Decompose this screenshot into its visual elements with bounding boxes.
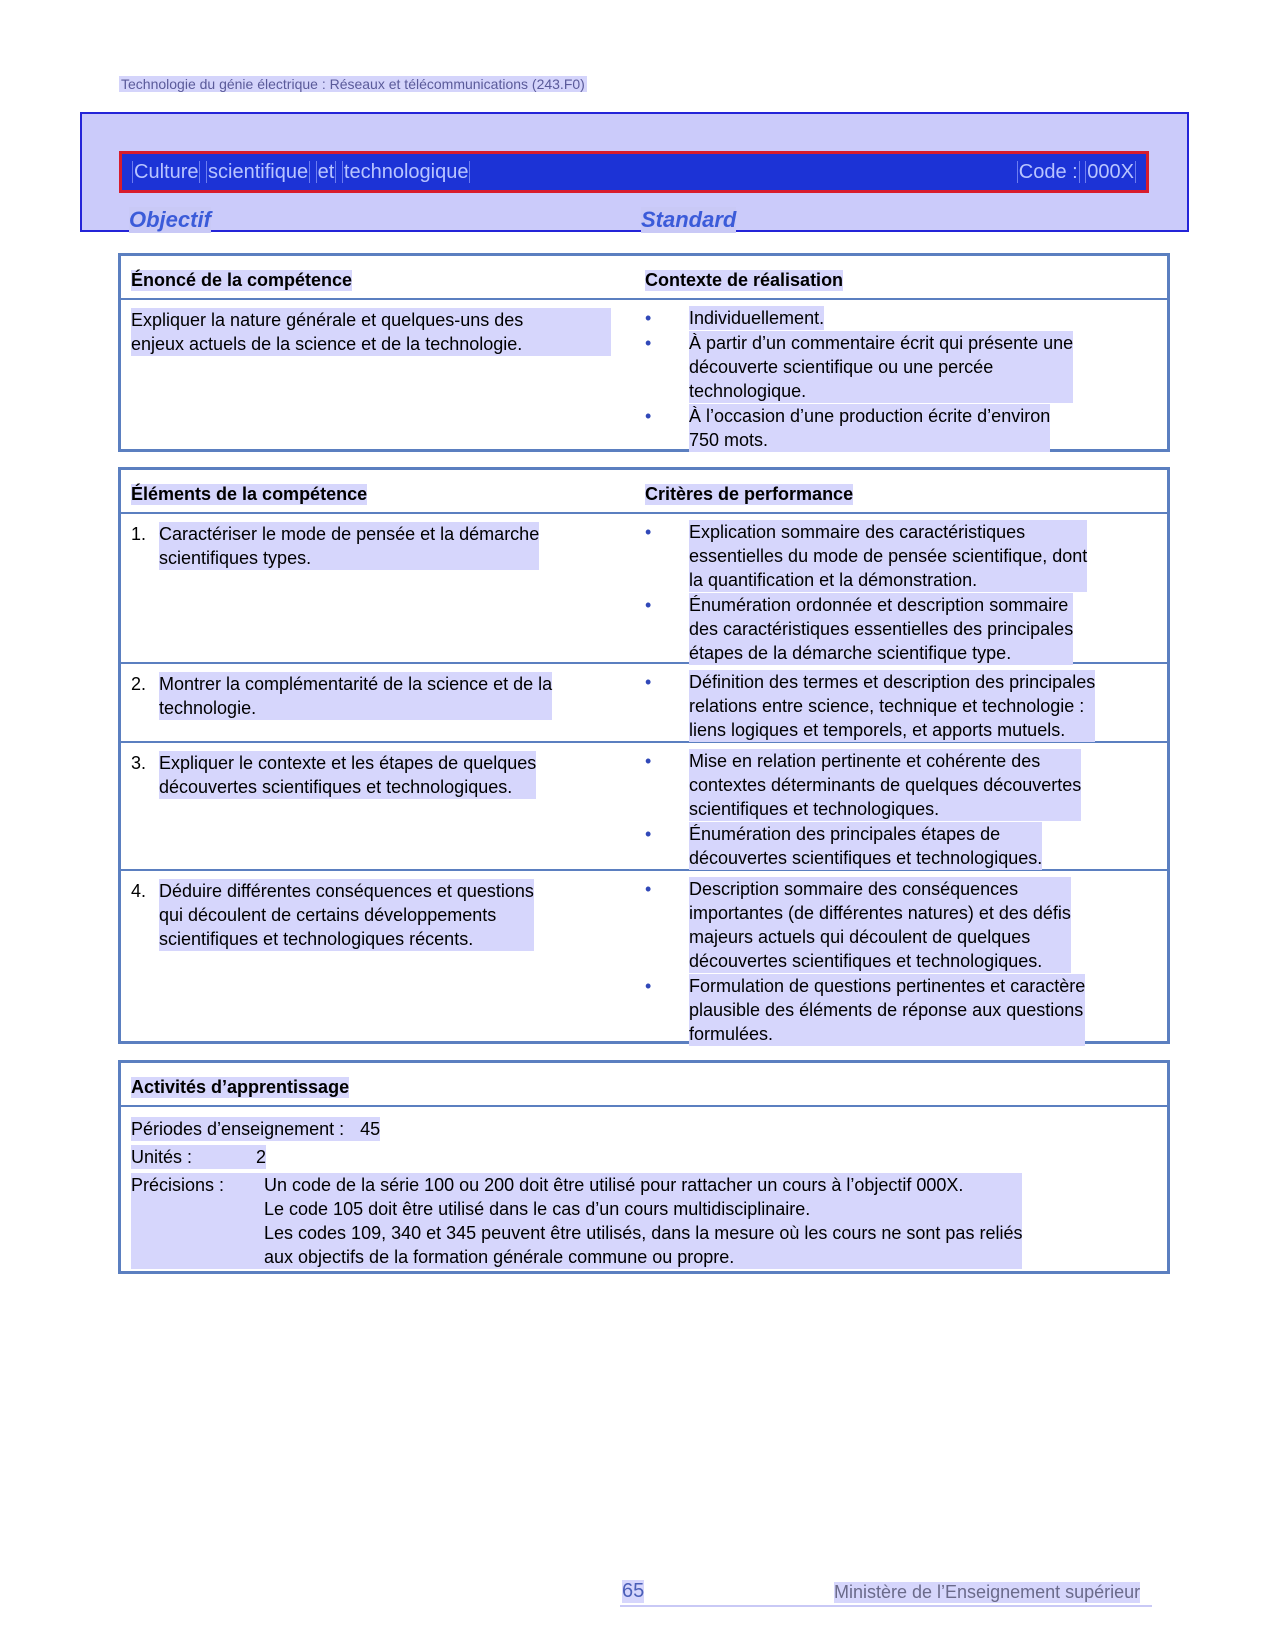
activities-body: [121, 1107, 1167, 1273]
element-row-1: [121, 514, 1167, 664]
activities-box: [118, 1060, 1170, 1274]
standard-heading: Standard: [641, 207, 737, 232]
objective-title-bar: [119, 151, 1149, 193]
criterion-line: Description sommaire des conséquences: [689, 877, 1071, 901]
element-line: Montrer la complémentarité de la science et de la: [159, 674, 553, 694]
element-text: [131, 522, 611, 570]
criteria-heading: Critères de performance: [645, 484, 854, 504]
criterion-item: [645, 670, 1165, 742]
criteria-list: [645, 749, 1165, 871]
criteria-list: [645, 670, 1165, 743]
element-number: 4.: [131, 881, 147, 901]
criterion-line: formulées.: [689, 1022, 1085, 1046]
competence-box: [118, 253, 1170, 452]
element-row-3: [121, 743, 1167, 871]
element-line: Caractériser le mode de pensée et la démarche: [159, 524, 540, 544]
criterion-line: scientifiques et technologiques.: [689, 797, 1081, 821]
criterion-item: [645, 749, 1165, 821]
context-heading: Contexte de réalisation: [645, 270, 844, 290]
elements-box: [118, 467, 1170, 1044]
title-word: scientifique: [208, 160, 309, 183]
criterion-line: Énumération des principales étapes de: [689, 822, 1042, 846]
bullet: •: [645, 595, 652, 615]
context-item: [645, 404, 1165, 452]
criterion-line: étapes de la démarche scientifique type.: [689, 641, 1073, 665]
context-list: [645, 306, 1165, 453]
code-value: 000X: [1087, 160, 1134, 183]
bullet: •: [645, 672, 652, 692]
criterion-line: relations entre science, technique et technologie :: [689, 694, 1095, 718]
objective-title: [132, 161, 470, 184]
criterion-line: essentielles du mode de pensée scientifique, dont: [689, 546, 1088, 566]
precision-line: Les codes 109, 340 et 345 peuvent être utilisés, dans la mesure où les cours ne sont pas reliés: [264, 1223, 1023, 1243]
criterion-item: [645, 520, 1165, 592]
context-line: À partir d’un commentaire écrit qui présente une: [689, 333, 1074, 353]
objective-code: [1017, 161, 1136, 184]
context-line: découverte scientifique ou une percée: [689, 355, 1073, 379]
criterion-line: importantes (de différentes natures) et des défis: [689, 903, 1071, 923]
ministry-name: Ministère de l’Enseignement supérieur: [834, 1582, 1141, 1602]
bullet: •: [645, 522, 652, 542]
precisions-label: Précisions :: [131, 1173, 264, 1269]
element-text: [131, 672, 611, 720]
program-header: Technologie du génie électrique : Réseaux et télécommunications (243.F0): [121, 76, 585, 92]
element-line: scientifiques types.: [159, 546, 539, 570]
criterion-line: liens logiques et temporels, et apports mutuels.: [689, 718, 1095, 742]
bullet: •: [645, 751, 652, 771]
units-row: [131, 1145, 266, 1169]
code-label: Code :: [1018, 160, 1078, 183]
elements-box-header: [121, 470, 1167, 514]
competence-statement-heading: Énoncé de la compétence: [131, 270, 353, 290]
criterion-line: Énumération ordonnée et description sommaire: [689, 593, 1073, 617]
statement-line: Expliquer la nature générale et quelques-uns des: [131, 308, 611, 332]
title-word: et: [317, 160, 335, 183]
element-line: scientifiques et technologiques récents.: [159, 927, 534, 951]
context-line: technologique.: [689, 379, 1073, 403]
elements-heading: Éléments de la compétence: [131, 484, 368, 504]
footer-divider: [620, 1605, 1152, 1607]
page-number: 65: [622, 1580, 645, 1602]
title-word: Culture: [134, 160, 199, 183]
criterion-line: majeurs actuels qui découlent de quelques: [689, 925, 1071, 949]
objectif-heading: Objectif: [129, 207, 211, 232]
activities-heading: Activités d’apprentissage: [131, 1077, 350, 1097]
bullet: •: [645, 879, 652, 899]
element-line: Déduire différentes conséquences et questions: [159, 881, 534, 901]
units-value: 2: [256, 1147, 267, 1167]
competence-box-header: [121, 256, 1167, 300]
criteria-list: [645, 520, 1165, 666]
element-number: 1.: [131, 524, 147, 544]
context-line: À l’occasion d’une production écrite d’environ: [689, 406, 1051, 426]
criterion-line: Formulation de questions pertinentes et caractère: [689, 976, 1086, 996]
criterion-item: [645, 822, 1165, 870]
context-line: 750 mots.: [689, 428, 1050, 452]
competence-row: [121, 300, 1167, 448]
context-item: [645, 331, 1165, 403]
criterion-item: [645, 593, 1165, 665]
periods-row: [131, 1117, 380, 1141]
criterion-line: des caractéristiques essentielles des principales: [689, 619, 1074, 639]
criterion-line: Mise en relation pertinente et cohérente des: [689, 749, 1081, 773]
criterion-line: plausible des éléments de réponse aux questions: [689, 1000, 1084, 1020]
criterion-line: Explication sommaire des caractéristiques: [689, 520, 1087, 544]
precision-line: Le code 105 doit être utilisé dans le cas d’un cours multidisciplinaire.: [264, 1197, 1022, 1221]
element-line: découvertes scientifiques et technologiques.: [159, 775, 536, 799]
element-text: [131, 879, 611, 951]
criterion-line: découvertes scientifiques et technologiques.: [689, 949, 1071, 973]
criterion-line: contextes déterminants de quelques découvertes: [689, 775, 1082, 795]
competence-statement: [131, 308, 611, 356]
activities-header: [121, 1063, 1167, 1107]
units-label: Unités :: [131, 1147, 193, 1167]
element-line: qui découlent de certains développements: [159, 903, 534, 927]
precision-line: aux objectifs de la formation générale commune ou propre.: [264, 1245, 1022, 1269]
precision-line: Un code de la série 100 ou 200 doit être utilisé pour rattacher un cours à l’objectif 000X.: [264, 1173, 1022, 1197]
criterion-line: découvertes scientifiques et technologiques.: [689, 848, 1043, 868]
periods-value: 45: [360, 1119, 381, 1139]
precisions-row: [131, 1173, 1022, 1269]
element-row-4: [121, 871, 1167, 1045]
element-number: 3.: [131, 753, 147, 773]
bullet: •: [645, 333, 652, 353]
statement-line: enjeux actuels de la science et de la technologie.: [131, 332, 611, 356]
context-line: Individuellement.: [689, 308, 825, 328]
element-line: Expliquer le contexte et les étapes de quelques: [159, 753, 537, 773]
periods-label: Périodes d’enseignement :: [131, 1119, 345, 1139]
context-item: [645, 306, 1165, 330]
element-row-2: [121, 664, 1167, 743]
bullet: •: [645, 406, 652, 426]
column-headings: [129, 207, 1129, 237]
criterion-item: [645, 974, 1165, 1046]
bullet: •: [645, 308, 652, 328]
element-text: [131, 751, 611, 799]
criterion-item: [645, 877, 1165, 973]
criterion-line: la quantification et la démonstration.: [689, 568, 1087, 592]
bullet: •: [645, 976, 652, 996]
title-word: technologique: [343, 160, 469, 183]
element-number: 2.: [131, 674, 147, 694]
element-line: technologie.: [159, 696, 552, 720]
criterion-line: Définition des termes et description des principales: [689, 672, 1096, 692]
bullet: •: [645, 824, 652, 844]
precisions-text: [264, 1173, 1022, 1269]
criteria-list: [645, 877, 1165, 1047]
